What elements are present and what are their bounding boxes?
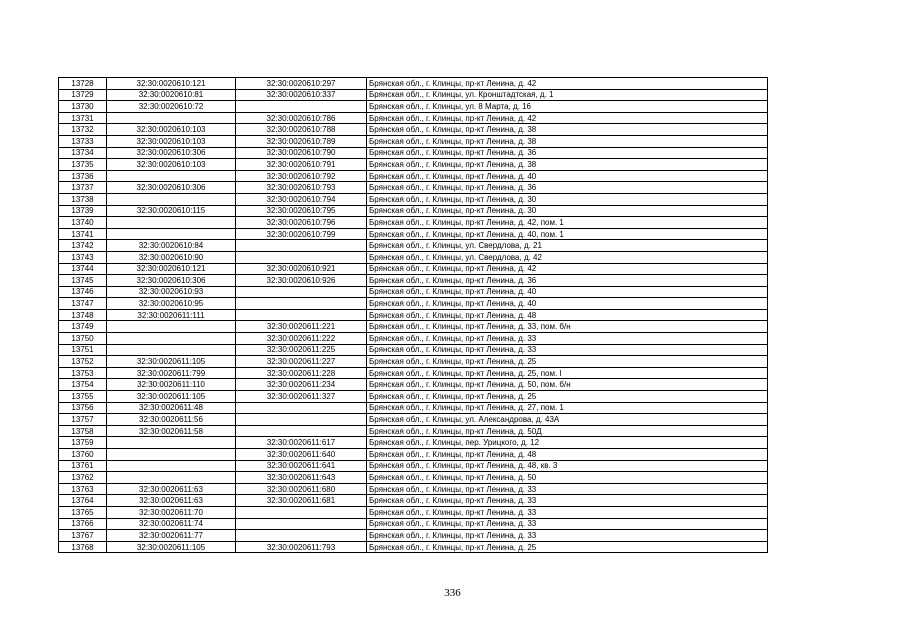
row-number-cell: 13740 <box>59 217 107 229</box>
address-cell: Брянская обл., г. Клинцы, пр-кт Ленина, д. 25 <box>367 541 768 553</box>
parcel-cadastral-number-cell: 32:30:0020610:90 <box>107 251 236 263</box>
parcel-cadastral-number-cell: 32:30:0020610:121 <box>107 78 236 90</box>
address-cell: Брянская обл., г. Клинцы, пр-кт Ленина, д. 42 <box>367 112 768 124</box>
row-number-cell: 13734 <box>59 147 107 159</box>
address-cell: Брянская обл., г. Клинцы, ул. Свердлова, д. 21 <box>367 240 768 252</box>
building-cadastral-number-cell: 32:30:0020610:788 <box>236 124 367 136</box>
row-number-cell: 13732 <box>59 124 107 136</box>
row-number-cell: 13745 <box>59 275 107 287</box>
address-cell: Брянская обл., г. Клинцы, пр-кт Ленина, д. 33 <box>367 495 768 507</box>
parcel-cadastral-number-cell: 32:30:0020610:93 <box>107 286 236 298</box>
address-cell: Брянская обл., г. Клинцы, пр-кт Ленина, д. 40 <box>367 298 768 310</box>
table-row <box>59 240 768 252</box>
parcel-cadastral-number-cell <box>107 449 236 461</box>
table-row <box>59 217 768 229</box>
parcel-cadastral-number-cell: 32:30:0020610:306 <box>107 182 236 194</box>
table-row <box>59 460 768 472</box>
table-row <box>59 495 768 507</box>
address-cell: Брянская обл., г. Клинцы, пр-кт Ленина, д. 36 <box>367 147 768 159</box>
row-number-cell: 13753 <box>59 367 107 379</box>
table-row <box>59 530 768 542</box>
table-row <box>59 78 768 90</box>
building-cadastral-number-cell <box>236 518 367 530</box>
building-cadastral-number-cell <box>236 414 367 426</box>
parcel-cadastral-number-cell: 32:30:0020610:306 <box>107 275 236 287</box>
building-cadastral-number-cell <box>236 506 367 518</box>
parcel-cadastral-number-cell: 32:30:0020611:63 <box>107 483 236 495</box>
address-cell: Брянская обл., г. Клинцы, пр-кт Ленина, д. 30 <box>367 205 768 217</box>
parcel-cadastral-number-cell: 32:30:0020610:103 <box>107 124 236 136</box>
address-cell: Брянская обл., г. Клинцы, пр-кт Ленина, д. 42 <box>367 263 768 275</box>
address-cell: Брянская обл., г. Клинцы, пр-кт Ленина, д. 36 <box>367 182 768 194</box>
building-cadastral-number-cell <box>236 286 367 298</box>
building-cadastral-number-cell: 32:30:0020610:926 <box>236 275 367 287</box>
table-row <box>59 286 768 298</box>
row-number-cell: 13735 <box>59 159 107 171</box>
table-row <box>59 112 768 124</box>
parcel-cadastral-number-cell: 32:30:0020611:48 <box>107 402 236 414</box>
building-cadastral-number-cell: 32:30:0020611:228 <box>236 367 367 379</box>
row-number-cell: 13739 <box>59 205 107 217</box>
building-cadastral-number-cell: 32:30:0020610:791 <box>236 159 367 171</box>
parcel-cadastral-number-cell: 32:30:0020610:115 <box>107 205 236 217</box>
address-cell: Брянская обл., г. Клинцы, пр-кт Ленина, д. 50 <box>367 472 768 484</box>
row-number-cell: 13737 <box>59 182 107 194</box>
row-number-cell: 13751 <box>59 344 107 356</box>
address-cell: Брянская обл., г. Клинцы, пр-кт Ленина, д. 25 <box>367 356 768 368</box>
building-cadastral-number-cell: 32:30:0020611:327 <box>236 391 367 403</box>
registry-table-body <box>59 78 768 553</box>
parcel-cadastral-number-cell: 32:30:0020611:799 <box>107 367 236 379</box>
address-cell: Брянская обл., г. Клинцы, ул. 8 Марта, д. 16 <box>367 101 768 113</box>
parcel-cadastral-number-cell: 32:30:0020610:121 <box>107 263 236 275</box>
parcel-cadastral-number-cell <box>107 217 236 229</box>
building-cadastral-number-cell: 32:30:0020610:792 <box>236 170 367 182</box>
row-number-cell: 13743 <box>59 251 107 263</box>
address-cell: Брянская обл., г. Клинцы, пр-кт Ленина, д. 38 <box>367 135 768 147</box>
table-row <box>59 298 768 310</box>
parcel-cadastral-number-cell: 32:30:0020610:103 <box>107 135 236 147</box>
parcel-cadastral-number-cell <box>107 437 236 449</box>
table-row <box>59 205 768 217</box>
building-cadastral-number-cell: 32:30:0020610:921 <box>236 263 367 275</box>
table-row <box>59 147 768 159</box>
building-cadastral-number-cell: 32:30:0020610:337 <box>236 89 367 101</box>
building-cadastral-number-cell: 32:30:0020610:297 <box>236 78 367 90</box>
page-number: 336 <box>444 587 461 599</box>
parcel-cadastral-number-cell <box>107 170 236 182</box>
address-cell: Брянская обл., г. Клинцы, пр-кт Ленина, д. 33 <box>367 344 768 356</box>
table-row <box>59 124 768 136</box>
parcel-cadastral-number-cell: 32:30:0020611:111 <box>107 309 236 321</box>
building-cadastral-number-cell: 32:30:0020610:794 <box>236 193 367 205</box>
table-row <box>59 182 768 194</box>
table-row <box>59 309 768 321</box>
address-cell: Брянская обл., г. Клинцы, пр-кт Ленина, д. 27, пом. 1 <box>367 402 768 414</box>
building-cadastral-number-cell: 32:30:0020610:793 <box>236 182 367 194</box>
building-cadastral-number-cell <box>236 298 367 310</box>
row-number-cell: 13750 <box>59 333 107 345</box>
row-number-cell: 13758 <box>59 425 107 437</box>
parcel-cadastral-number-cell <box>107 193 236 205</box>
row-number-cell: 13757 <box>59 414 107 426</box>
row-number-cell: 13746 <box>59 286 107 298</box>
row-number-cell: 13764 <box>59 495 107 507</box>
address-cell: Брянская обл., г. Клинцы, пр-кт Ленина, д. 33 <box>367 333 768 345</box>
parcel-cadastral-number-cell: 32:30:0020611:58 <box>107 425 236 437</box>
parcel-cadastral-number-cell: 32:30:0020611:105 <box>107 391 236 403</box>
address-cell: Брянская обл., г. Клинцы, пр-кт Ленина, д. 36 <box>367 275 768 287</box>
address-cell: Брянская обл., г. Клинцы, пр-кт Ленина, д. 40 <box>367 170 768 182</box>
table-row <box>59 228 768 240</box>
building-cadastral-number-cell <box>236 251 367 263</box>
parcel-cadastral-number-cell <box>107 460 236 472</box>
parcel-cadastral-number-cell <box>107 112 236 124</box>
row-number-cell: 13744 <box>59 263 107 275</box>
building-cadastral-number-cell: 32:30:0020610:795 <box>236 205 367 217</box>
table-row <box>59 391 768 403</box>
address-cell: Брянская обл., г. Клинцы, ул. Свердлова, д. 42 <box>367 251 768 263</box>
table-row <box>59 275 768 287</box>
row-number-cell: 13763 <box>59 483 107 495</box>
table-row <box>59 506 768 518</box>
building-cadastral-number-cell <box>236 101 367 113</box>
building-cadastral-number-cell: 32:30:0020611:793 <box>236 541 367 553</box>
table-row <box>59 263 768 275</box>
table-row <box>59 333 768 345</box>
table-row <box>59 89 768 101</box>
table-row <box>59 356 768 368</box>
parcel-cadastral-number-cell <box>107 321 236 333</box>
row-number-cell: 13754 <box>59 379 107 391</box>
row-number-cell: 13738 <box>59 193 107 205</box>
building-cadastral-number-cell: 32:30:0020611:643 <box>236 472 367 484</box>
building-cadastral-number-cell <box>236 240 367 252</box>
building-cadastral-number-cell <box>236 309 367 321</box>
address-cell: Брянская обл., г. Клинцы, пр-кт Ленина, д. 42 <box>367 78 768 90</box>
building-cadastral-number-cell: 32:30:0020611:680 <box>236 483 367 495</box>
table-row <box>59 135 768 147</box>
building-cadastral-number-cell <box>236 425 367 437</box>
row-number-cell: 13742 <box>59 240 107 252</box>
row-number-cell: 13766 <box>59 518 107 530</box>
address-cell: Брянская обл., г. Клинцы, пр-кт Ленина, д. 25 <box>367 391 768 403</box>
row-number-cell: 13736 <box>59 170 107 182</box>
address-cell: Брянская обл., г. Клинцы, пр-кт Ленина, д. 30 <box>367 193 768 205</box>
table-row <box>59 518 768 530</box>
parcel-cadastral-number-cell: 32:30:0020611:105 <box>107 541 236 553</box>
address-cell: Брянская обл., г. Клинцы, ул. Александрова, д. 43А <box>367 414 768 426</box>
row-number-cell: 13752 <box>59 356 107 368</box>
row-number-cell: 13759 <box>59 437 107 449</box>
address-cell: Брянская обл., г. Клинцы, пр-кт Ленина, д. 50, пом. б/н <box>367 379 768 391</box>
parcel-cadastral-number-cell: 32:30:0020611:70 <box>107 506 236 518</box>
building-cadastral-number-cell: 32:30:0020611:681 <box>236 495 367 507</box>
table-row <box>59 414 768 426</box>
address-cell: Брянская обл., г. Клинцы, пр-кт Ленина, д. 48 <box>367 309 768 321</box>
parcel-cadastral-number-cell: 32:30:0020610:95 <box>107 298 236 310</box>
table-row <box>59 344 768 356</box>
table-row <box>59 437 768 449</box>
address-cell: Брянская обл., г. Клинцы, пр-кт Ленина, д. 33 <box>367 518 768 530</box>
building-cadastral-number-cell: 32:30:0020611:221 <box>236 321 367 333</box>
building-cadastral-number-cell <box>236 530 367 542</box>
table-row <box>59 402 768 414</box>
building-cadastral-number-cell: 32:30:0020610:790 <box>236 147 367 159</box>
table-row <box>59 472 768 484</box>
address-cell: Брянская обл., г. Клинцы, пр-кт Ленина, д. 33 <box>367 530 768 542</box>
table-row <box>59 193 768 205</box>
parcel-cadastral-number-cell: 32:30:0020610:306 <box>107 147 236 159</box>
table-row <box>59 483 768 495</box>
address-cell: Брянская обл., г. Клинцы, пр-кт Ленина, д. 50Д <box>367 425 768 437</box>
address-cell: Брянская обл., г. Клинцы, пр-кт Ленина, д. 33 <box>367 506 768 518</box>
registry-table <box>58 77 768 553</box>
address-cell: Брянская обл., г. Клинцы, пр-кт Ленина, д. 48 <box>367 449 768 461</box>
parcel-cadastral-number-cell: 32:30:0020610:103 <box>107 159 236 171</box>
row-number-cell: 13760 <box>59 449 107 461</box>
table-row <box>59 367 768 379</box>
parcel-cadastral-number-cell <box>107 472 236 484</box>
building-cadastral-number-cell: 32:30:0020610:786 <box>236 112 367 124</box>
parcel-cadastral-number-cell: 32:30:0020611:77 <box>107 530 236 542</box>
row-number-cell: 13731 <box>59 112 107 124</box>
address-cell: Брянская обл., г. Клинцы, пр-кт Ленина, д. 38 <box>367 159 768 171</box>
table-row <box>59 170 768 182</box>
table-row <box>59 321 768 333</box>
parcel-cadastral-number-cell <box>107 333 236 345</box>
row-number-cell: 13768 <box>59 541 107 553</box>
table-row <box>59 425 768 437</box>
row-number-cell: 13761 <box>59 460 107 472</box>
row-number-cell: 13730 <box>59 101 107 113</box>
row-number-cell: 13748 <box>59 309 107 321</box>
row-number-cell: 13765 <box>59 506 107 518</box>
row-number-cell: 13729 <box>59 89 107 101</box>
row-number-cell: 13747 <box>59 298 107 310</box>
parcel-cadastral-number-cell: 32:30:0020611:56 <box>107 414 236 426</box>
building-cadastral-number-cell: 32:30:0020611:641 <box>236 460 367 472</box>
address-cell: Брянская обл., г. Клинцы, пр-кт Ленина, д. 38 <box>367 124 768 136</box>
address-cell: Брянская обл., г. Клинцы, пр-кт Ленина, д. 40, пом. 1 <box>367 228 768 240</box>
parcel-cadastral-number-cell <box>107 344 236 356</box>
address-cell: Брянская обл., г. Клинцы, пр-кт Ленина, д. 48, кв. 3 <box>367 460 768 472</box>
table-row <box>59 159 768 171</box>
address-cell: Брянская обл., г. Клинцы, ул. Кронштадтская, д. 1 <box>367 89 768 101</box>
table-row <box>59 251 768 263</box>
address-cell: Брянская обл., г. Клинцы, пр-кт Ленина, д. 42, пом. 1 <box>367 217 768 229</box>
address-cell: Брянская обл., г. Клинцы, пер. Урицкого, д. 12 <box>367 437 768 449</box>
address-cell: Брянская обл., г. Клинцы, пр-кт Ленина, д. 25, пом. I <box>367 367 768 379</box>
building-cadastral-number-cell: 32:30:0020611:617 <box>236 437 367 449</box>
building-cadastral-number-cell: 32:30:0020611:234 <box>236 379 367 391</box>
parcel-cadastral-number-cell: 32:30:0020610:84 <box>107 240 236 252</box>
parcel-cadastral-number-cell: 32:30:0020611:63 <box>107 495 236 507</box>
address-cell: Брянская обл., г. Клинцы, пр-кт Ленина, д. 33 <box>367 483 768 495</box>
row-number-cell: 13749 <box>59 321 107 333</box>
building-cadastral-number-cell: 32:30:0020611:222 <box>236 333 367 345</box>
table-row <box>59 449 768 461</box>
building-cadastral-number-cell: 32:30:0020611:225 <box>236 344 367 356</box>
building-cadastral-number-cell: 32:30:0020611:227 <box>236 356 367 368</box>
row-number-cell: 13762 <box>59 472 107 484</box>
row-number-cell: 13728 <box>59 78 107 90</box>
row-number-cell: 13733 <box>59 135 107 147</box>
parcel-cadastral-number-cell: 32:30:0020611:105 <box>107 356 236 368</box>
table-row <box>59 101 768 113</box>
parcel-cadastral-number-cell: 32:30:0020610:72 <box>107 101 236 113</box>
parcel-cadastral-number-cell: 32:30:0020610:81 <box>107 89 236 101</box>
address-cell: Брянская обл., г. Клинцы, пр-кт Ленина, д. 33, пом. б/н <box>367 321 768 333</box>
building-cadastral-number-cell: 32:30:0020610:789 <box>236 135 367 147</box>
building-cadastral-number-cell <box>236 402 367 414</box>
row-number-cell: 13767 <box>59 530 107 542</box>
parcel-cadastral-number-cell: 32:30:0020611:74 <box>107 518 236 530</box>
row-number-cell: 13756 <box>59 402 107 414</box>
parcel-cadastral-number-cell <box>107 228 236 240</box>
table-row <box>59 541 768 553</box>
building-cadastral-number-cell: 32:30:0020610:799 <box>236 228 367 240</box>
row-number-cell: 13741 <box>59 228 107 240</box>
table-row <box>59 379 768 391</box>
building-cadastral-number-cell: 32:30:0020610:796 <box>236 217 367 229</box>
building-cadastral-number-cell: 32:30:0020611:640 <box>236 449 367 461</box>
row-number-cell: 13755 <box>59 391 107 403</box>
parcel-cadastral-number-cell: 32:30:0020611:110 <box>107 379 236 391</box>
address-cell: Брянская обл., г. Клинцы, пр-кт Ленина, д. 40 <box>367 286 768 298</box>
